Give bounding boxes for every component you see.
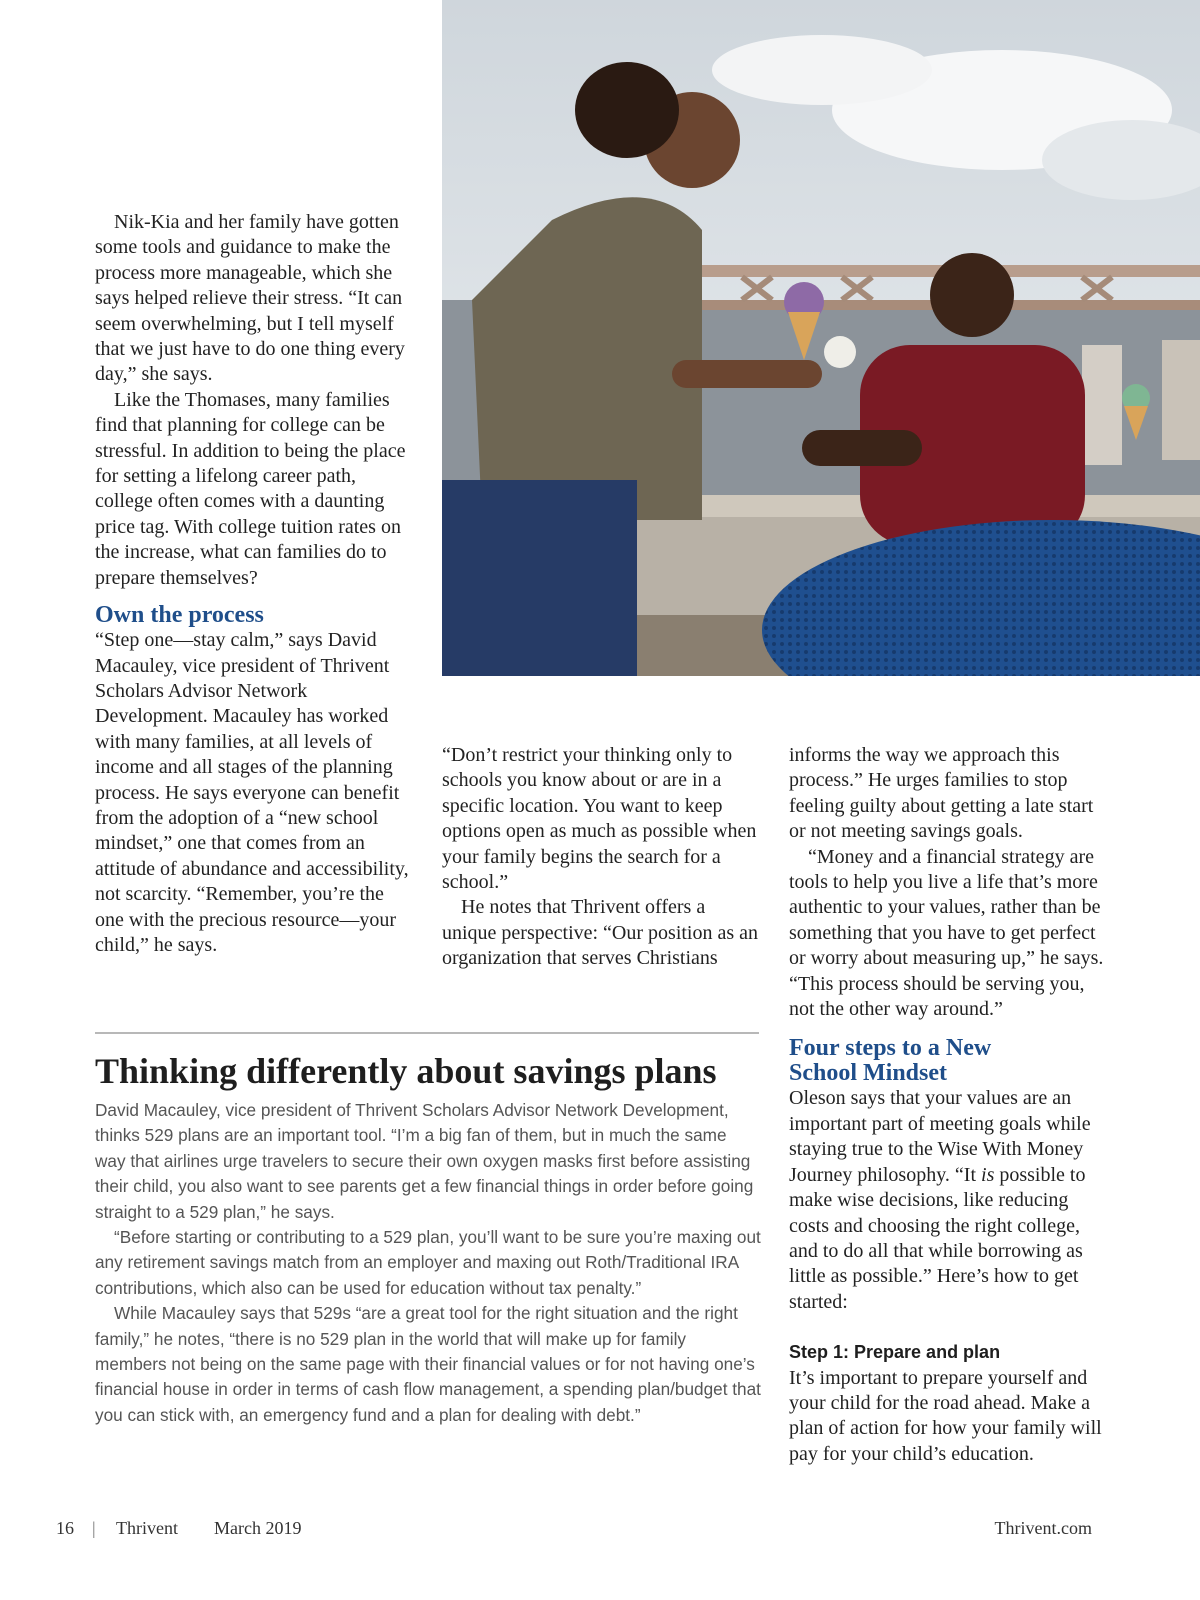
- column-2: [442, 743, 760, 972]
- column-3: [789, 743, 1109, 1467]
- col2-paragraph-1: “Don’t restrict your thinking only to schools you know about or are in a specific location. You want to keep options open as much as possible when your family begins the search for a school.”: [442, 744, 757, 894]
- photo-illustration: [442, 0, 1200, 676]
- step-1-body: It’s important to prepare yourself and your child for the road ahead. Make a plan of action for how your family will pay for your child’s education.: [789, 1366, 1102, 1465]
- own-the-process-heading: Own the process: [95, 602, 264, 629]
- issue-date: March 2019: [214, 1518, 302, 1538]
- col3-paragraph-3: Oleson says that your values are an important part of meeting goals while staying true to the Wise With Money Journey philosophy. “It is possible to make wise decisions, like reducing costs and choosing the right college, and to do all that while borrowing as little as possible.” Here’s how to get started:: [789, 1087, 1091, 1313]
- step-1-heading: Step 1: Prepare and plan: [789, 1342, 1001, 1363]
- sidebar-paragraph-1: David Macauley, vice president of Thrivent Scholars Advisor Network Development, thinks 529 plans are an important tool. “I’m a big fan of them, but in much the same way that airlines urge travelers to secure their own oxygen masks first before assisting their child, you also want to see parents get a few financial things in order before going straight to a 529 plan,” he says.: [95, 1100, 754, 1222]
- sidebar-body: [95, 1098, 761, 1428]
- four-steps-heading: [789, 1036, 1109, 1086]
- sidebar-divider: [95, 1032, 759, 1034]
- page-footer: [56, 1518, 1092, 1544]
- col1-paragraph-3: “Step one—stay calm,” says David Macauley, vice president of Thrivent Scholars Advisor Network Development. Macauley has worked with many families, at all levels of income and all stages of the planning process. He says everyone can benefit from the adoption of a “new school mindset,” one that comes from an attitude of abundance and accessibility, not scarcity. “Remember, you’re the one with the precious resource—your child,” he says.: [95, 629, 409, 956]
- website-url: Thrivent.com: [994, 1518, 1092, 1538]
- emphasis-is: is: [981, 1163, 995, 1186]
- four-steps-heading-line2: School Mindset: [789, 1060, 948, 1087]
- col2-paragraph-2: He notes that Thrivent offers a unique perspective: “Our position as an organization that serves Christians: [442, 896, 759, 970]
- publication-name: Thrivent: [116, 1518, 178, 1538]
- sidebar-title: Thinking differently about savings plans: [95, 1051, 717, 1091]
- col3-paragraph-2: “Money and a financial strategy are tools to help you live a life that’s more authentic to your values, rather than be something that you have to get perfect or worry about measuring up,” he says. “This process should be serving you, not the other way around.”: [789, 845, 1104, 1021]
- sidebar-paragraph-2: “Before starting or contributing to a 529 plan, you’ll want to be sure you’re maxing out any retirement savings match from an employer and maxing out Roth/Traditional IRA contributions, which also can be used for education without tax penalty.”: [95, 1227, 761, 1298]
- col1-paragraph-2: Like the Thomases, many families find that planning for college can be stressful. In addition to being the place for setting a lifelong career path, college often comes with a daunting price tag. With college tuition rates on the increase, what can families do to prepare themselves?: [95, 388, 406, 589]
- column-1: [95, 210, 413, 958]
- page-number: 16: [56, 1518, 74, 1538]
- col1-paragraph-1: Nik-Kia and her family have gotten some tools and guidance to make the process more manageable, which she says helped relieve their stress. “It can seem overwhelming, but I tell myself that we just have to do one thing every day,” she says.: [95, 211, 405, 386]
- sidebar-paragraph-3: While Macauley says that 529s “are a great tool for the right situation and the right family,” he notes, “there is no 529 plan in the world that will make up for family members not being on the same page with their financial values or for not having one’s financial house in order in terms of cash flow management, a spending plan/budget that you can stick with, an emergency fund and a plan for dealing with debt.”: [95, 1303, 761, 1425]
- four-steps-heading-line1: Four steps to a New: [789, 1035, 992, 1062]
- col3-paragraph-1: informs the way we approach this process.” He urges families to stop feeling guilty about getting a late start or not meeting savings goals.: [789, 744, 1094, 843]
- footer-separator: |: [92, 1518, 96, 1538]
- family-ice-cream-photo: [442, 0, 1200, 676]
